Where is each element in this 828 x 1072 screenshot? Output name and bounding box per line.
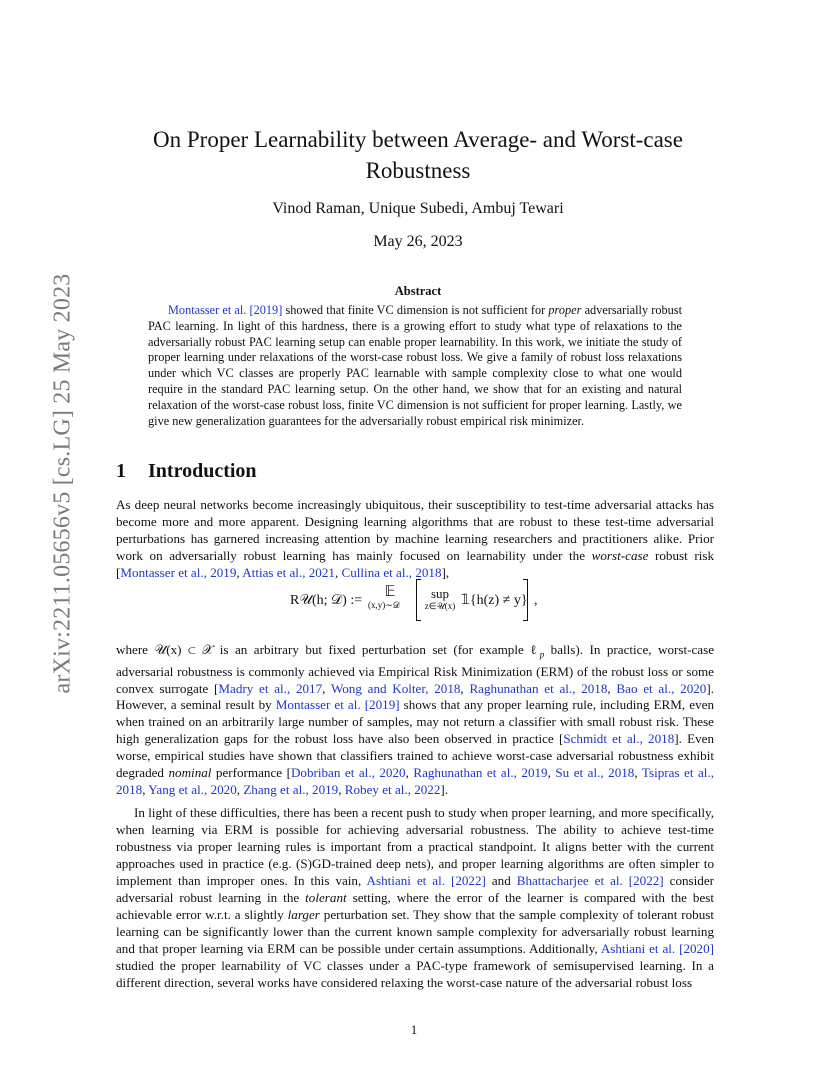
equation-brackets	[416, 580, 528, 620]
citation-link[interactable]: Attias et al., 2021	[242, 564, 335, 580]
citation-link[interactable]: Su et al., 2018	[555, 765, 635, 781]
citation-link[interactable]: Yang et al., 2020	[148, 782, 237, 798]
supremum-operator: sup z∈𝒰(x)	[424, 586, 456, 611]
paragraph: In light of these difficulties, there has been a recent push to study when proper learning, and more specifically, when learning via ERM is possible for achieving adversarial robustness. The ability to achieve test-time robustness via proper learning rules is important from a practical standpoint. It aligns better with the current approaches used in practice (e.g. (S)GD-trained deep nets), and proper learning algorithms are often simpler to implement than improper ones. In this vain, Ashtiani et al. [2022] and Bhattacharjee et al. [2022] consider adversarial robust learning in the tolerant setting, where the error of the learner is compared with the best achievable error w.r.t. a slightly larger perturbation set. They show that the sample complexity of tolerant robust learning can be significantly lower than the current known sample complexity for adversarially robust learning and that proper learning via ERM can be possible under certain assumptions. Additionally, Ashtiani et al. [2020] studied the proper learnability of VC classes under a PAC-type framework of semisupervised learning. In a different direction, several works have considered relaxing the worst-case nature of the adversarial robust loss	[116, 805, 715, 990]
citation-link[interactable]: Montasser et al. [2019]	[275, 697, 400, 713]
citation-link[interactable]: Raghunathan et al., 2018	[469, 680, 608, 696]
section-title: Introduction	[148, 460, 257, 482]
citation-link[interactable]: Tsipras et al., 2018	[116, 765, 714, 798]
citation-link[interactable]: Madry et al., 2017	[218, 680, 323, 696]
section-heading	[116, 460, 716, 483]
citation-link[interactable]: Wong and Kolter, 2018	[330, 680, 461, 696]
paper-date: May 26, 2023	[373, 233, 463, 250]
page-number: 1	[410, 1022, 418, 1037]
indicator-term: 𝟙{h(z) ≠ y}	[461, 593, 528, 608]
citation-link[interactable]: Cullina et al., 2018	[341, 564, 442, 580]
section-number: 1	[116, 460, 126, 482]
citation-link[interactable]: Montasser et al. [2019]	[168, 303, 283, 317]
robust-risk-equation: R𝒰(h; 𝒟) := 𝔼 (x,y)∼𝒟 sup z∈𝒰(x) 𝟙{h(z) ≠ y} ,	[290, 578, 590, 628]
citation-link[interactable]: Ashtiani et al. [2022]	[366, 872, 486, 888]
citation-link[interactable]: Montasser et al., 2019	[120, 564, 237, 580]
citation-link[interactable]: Ashtiani et al. [2020]	[600, 940, 714, 956]
arxiv-identifier: arXiv:2211.05656v5 [cs.LG] 25 May 2023	[49, 273, 76, 694]
paper-authors: Vinod Raman, Unique Subedi, Ambuj Tewari	[272, 200, 564, 217]
citation-link[interactable]: Bhattacharjee et al. [2022]	[516, 872, 664, 888]
paragraph: where 𝒰(x) ⊂ 𝒳 is an arbitrary but fixed perturbation set (for example ℓ$_p$ balls). In practice, worst-case adversarial robustness is commonly achieved via Empirical Risk Minimization (ERM) of the robust loss or some convex surrogate [Madry et al., 2017, Wong and Kolter, 2018, Raghunathan et al., 2018, Bao et al., 2020]. However, a seminal result by Montasser et al. [2019] shows that any proper learning rule, including ERM, even when trained on an arbitrarily large number of samples, may not return a classifier with small robust risk. These high generalization gaps for the robust loss have also been observed in practice [Schmidt et al., 2018]. Even worse, empirical studies have shown that classifiers trained to achieve worst-case adversarial robustness exhibit degraded nominal performance [Dobriban et al., 2020, Raghunathan et al., 2019, Su et al., 2018, Tsipras et al., 2018, Yang et al., 2020, Zhang et al., 2019, Robey et al., 2022].	[116, 642, 715, 798]
citation-link[interactable]: Raghunathan et al., 2019	[413, 765, 548, 781]
abstract-text: Montasser et al. [2019] showed that finite VC dimension is not sufficient for proper adversarially robust PAC learning. In light of this hardness, there is a growing effort to study what type of relaxations to the adversarially robust PAC learning setup can enable proper learnability. In this work, we initiate the study of proper learning under relaxations of the worst-case robust loss. We give a family of robust loss relaxations under which VC classes are properly PAC learnable with sample complexity close to what one would require in the standard PAC learning setup. On the other hand, we show that for an existing and natural relaxation of the worst-case robust loss, finite VC dimension is not sufficient for proper learning. Lastly, we give new generalization guarantees for the adversarially robust empirical risk minimizer.	[148, 303, 682, 428]
abstract-heading: Abstract	[394, 284, 442, 298]
citation-link[interactable]: Dobriban et al., 2020	[290, 765, 406, 781]
paragraph: As deep neural networks become increasingly ubiquitous, their susceptibility to test-time adversarial attacks has become more and more apparent. Designing learning algorithms that are robust to these test-time adversarial perturbations has garnered increasing attention by machine learning researchers and practitioners alike. Prior work on adversarially robust learning has mainly focused on learnability under the worst-case robust risk [Montasser et al., 2019, Attias et al., 2021, Cullina et al., 2018],	[116, 497, 715, 580]
citation-link[interactable]: Bao et al., 2020	[616, 680, 707, 696]
citation-link[interactable]: Zhang et al., 2019	[243, 782, 339, 798]
equation-lhs: R𝒰(h; 𝒟) :=	[290, 593, 363, 608]
expectation-operator: 𝔼 (x,y)∼𝒟	[368, 584, 400, 610]
paper-title: On Proper Learnability between Average- and Worst-case Robustness	[153, 127, 683, 183]
citation-link[interactable]: Robey et al., 2022	[344, 782, 441, 798]
citation-link[interactable]: Schmidt et al., 2018	[563, 731, 675, 747]
